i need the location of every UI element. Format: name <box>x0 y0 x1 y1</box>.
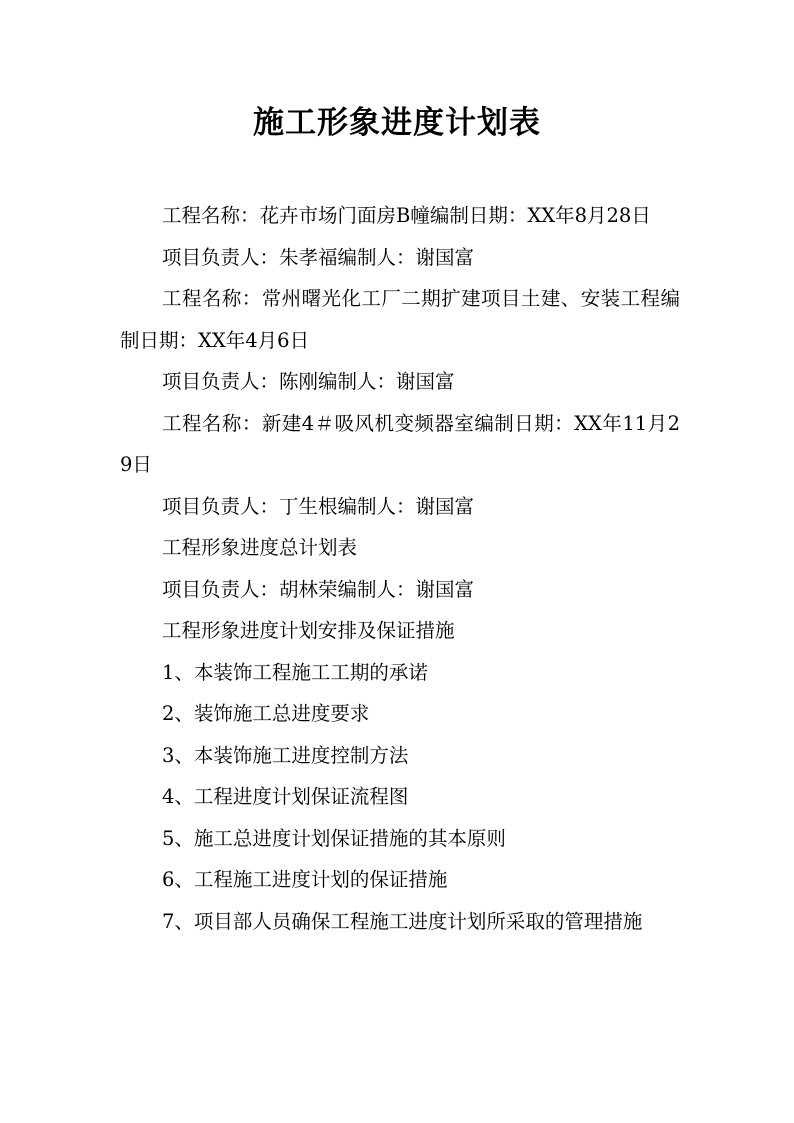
document-title: 施工形象进度计划表 <box>253 105 541 141</box>
paragraph-project-3-manager: 项目负责人：丁生根编制人：谢国富 <box>162 494 475 518</box>
paragraph-master-schedule-heading: 工程形象进度总计划表 <box>162 536 358 559</box>
document-body <box>120 195 680 942</box>
paragraph-project-2-manager: 项目负责人：陈刚编制人：谢国富 <box>162 370 455 393</box>
paragraph-project-1-manager: 项目负责人：朱孝福编制人：谢国富 <box>162 245 475 269</box>
paragraph-project-1-name-date: 工程名称：花卉市场门面房B幢编制日期：XX年8月28日 <box>162 204 651 227</box>
list-item-5: 5、施工总进度计划保证措施的其本原则 <box>162 826 506 850</box>
list-item-6: 6、工程施工进度计划的保证措施 <box>162 868 448 891</box>
list-item-4: 4、工程进度计划保证流程图 <box>162 785 409 808</box>
paragraph-measures-heading: 工程形象进度计划安排及保证措施 <box>162 619 455 642</box>
paragraph-master-schedule-manager: 项目负责人：胡林荣编制人：谢国富 <box>162 577 475 601</box>
list-item-2: 2、装饰施工总进度要求 <box>162 702 370 725</box>
paragraph-project-2-name-date: 工程名称：常州曙光化工厂二期扩建项目土建、安装工程编制日期：XX年4月6日 <box>120 287 680 352</box>
paragraph-project-3-name-date: 工程名称：新建4＃吸风机变频器室编制日期：XX年11月29日 <box>120 411 680 476</box>
list-item-1: 1、本装饰工程施工工期的承诺 <box>162 660 428 684</box>
list-item-3: 3、本装饰施工进度控制方法 <box>162 743 409 767</box>
list-item-7: 7、项目部人员确保工程施工进度计划所采取的管理措施 <box>162 909 643 933</box>
